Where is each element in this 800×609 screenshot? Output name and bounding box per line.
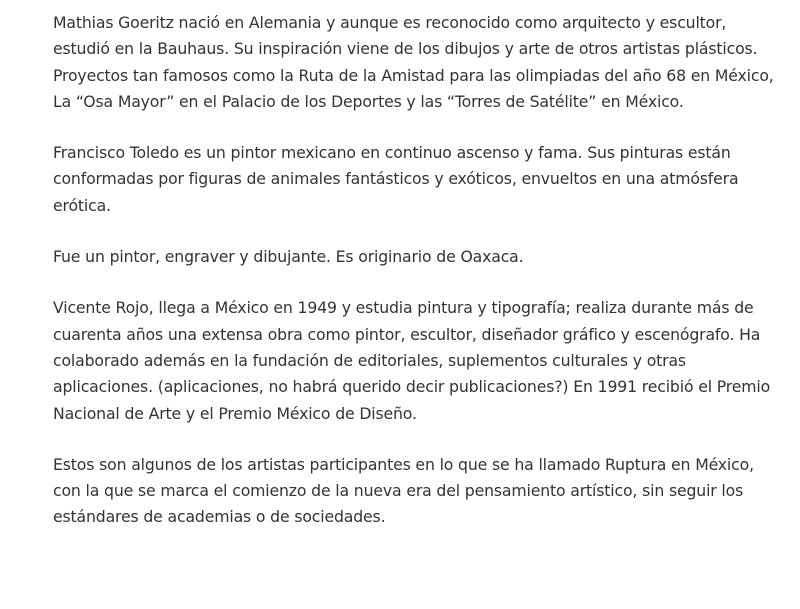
paragraph-oaxaca: Fue un pintor, engraver y dibujante. Es originario de Oaxaca. xyxy=(53,247,524,267)
paragraph-rojo: Vicente Rojo, llega a México en 1949 y estudia pintura y tipografía; realiza durante más de cuarenta años una extensa obra como pintor, escultor, diseñador gráfico y escenógrafo. Ha colaborado además en la fundación de editoriales, suplementos culturales y otras aplicaciones. (aplicaciones, no habrá querido decir publicaciones?) En 1991 recibió el Premio Nacional de Arte y el Premio México de Diseño. xyxy=(53,298,771,423)
paragraph-goeritz: Mathias Goeritz nació en Alemania y aunque es reconocido como arquitecto y escultor, estudió en la Bauhaus. Su inspiración viene de los dibujos y arte de otros artistas plásticos. Proyectos tan famosos como la Ruta de la Amistad para las olimpiadas del año 68 en México, La “Osa Mayor” en el Palacio de los Deportes y las “Torres de Satélite” en México. xyxy=(53,13,774,111)
paragraph-toledo: Francisco Toledo es un pintor mexicano en continuo ascenso y fama. Sus pinturas están conformadas por figuras de animales fantásticos y exóticos, envueltos en una atmósfera erótica. xyxy=(53,143,739,215)
paragraph-ruptura: Estos son algunos de los artistas participantes en lo que se ha llamado Ruptura en México, con la que se marca el comienzo de la nueva era del pensamiento artístico, sin seguir los estándares de academias o de sociedades. xyxy=(53,454,754,527)
